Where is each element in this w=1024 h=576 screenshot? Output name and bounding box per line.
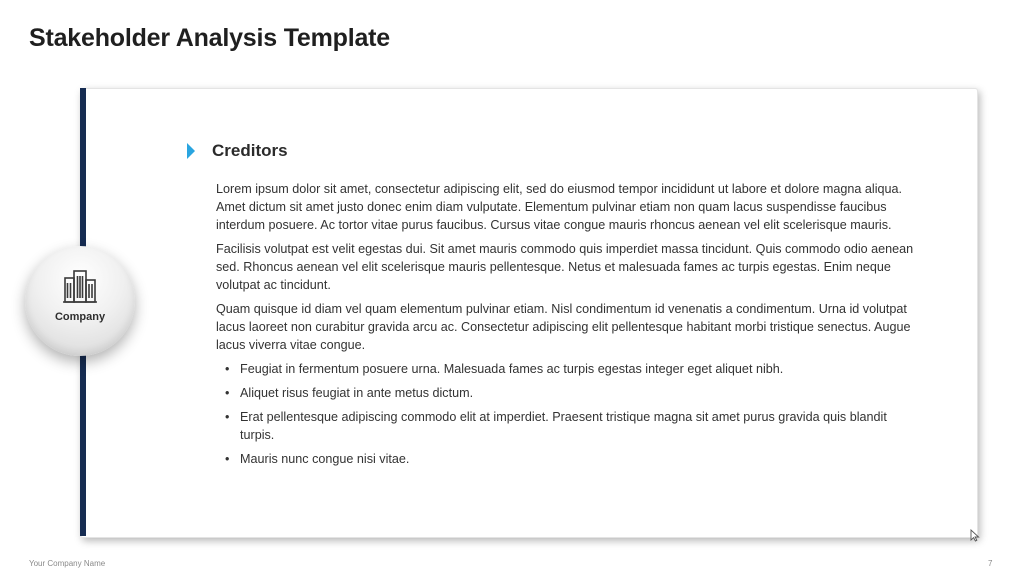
body-paragraph: Lorem ipsum dolor sit amet, consectetur adipiscing elit, sed do eiusmod tempor incididunt ut labore et dolore magna aliqua. Amet dictum sit amet justo donec enim diam vulputate. Elementum pulvinar etiam non quam lacus suspendisse faucibus interdum posuere. Ac tortor vitae purus faucibus. Cursus vitae congue mauris rhoncus aenean vel elit scelerisque mauris. bbox=[216, 182, 903, 232]
bullet-item: • Aliquet risus feugiat in ante metus dictum. bbox=[216, 384, 920, 402]
page-number: 7 bbox=[988, 559, 993, 568]
bullet-item: • Feugiat in fermentum posuere urna. Malesuada fames ac turpis egestas integer eget aliquet nibh. bbox=[216, 360, 920, 378]
body-paragraph: Facilisis volutpat est velit egestas dui. Sit amet mauris commodo quis imperdiet massa tincidunt. Quis commodo odio aenean sed. Rhoncus aenean vel elit scelerisque mauris pellentesque. Netus et malesuada fames ac turpis egestas. Enim neque volutpat ac tincidunt. bbox=[216, 242, 914, 292]
footer-company-name: Your Company Name bbox=[29, 559, 106, 568]
section-body bbox=[216, 180, 920, 474]
company-badge bbox=[25, 246, 135, 356]
building-icon bbox=[62, 268, 98, 304]
bullet-item: • Erat pellentesque adipiscing commodo elit at imperdiet. Praesent tristique magna sit amet purus gravida quis blandit turpis. bbox=[216, 408, 920, 444]
slide-title: Stakeholder Analysis Template bbox=[29, 24, 390, 52]
mouse-cursor-icon bbox=[970, 529, 980, 542]
bullet-list bbox=[216, 360, 920, 468]
badge-label: Company bbox=[54, 311, 106, 323]
chevron-right-icon bbox=[187, 143, 195, 159]
body-paragraph: Quam quisque id diam vel quam elementum pulvinar etiam. Nisl condimentum id venenatis a condimentum. Urna id volutpat lacus laoreet non curabitur gravida arcu ac. Consectetur adipiscing elit pellentesque habitant morbi tristique senectus. Augue lacus viverra vitae congue. bbox=[216, 302, 911, 352]
bullet-item: • Mauris nunc congue nisi vitae. bbox=[216, 450, 920, 468]
section-heading: Creditors bbox=[212, 141, 288, 160]
